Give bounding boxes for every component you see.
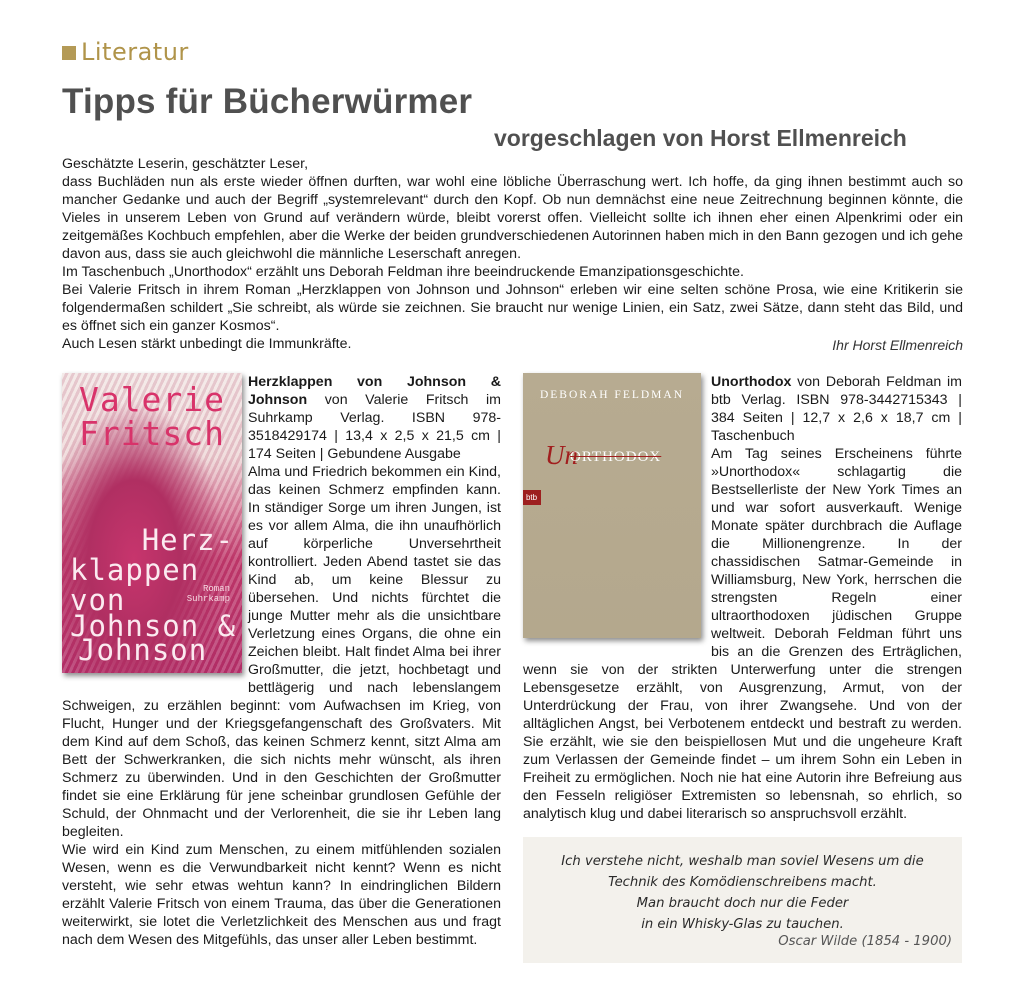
intro-paragraph: Geschätzte Leserin, geschätzter Leser,: [62, 156, 309, 172]
book2-paragraph: Am Tag seines Erscheinens führte »Unorthodox« schlagartig die Bestsellerliste der New York Times an und war sofort ausverkauft. Wenige Monate später durchbrach die Auflage die Millionengrenze. In der chassidischen Satmar-Gemeinde in Williamsburg, New York, herrschen die strengsten Regeln einer ultraorthodoxen jüdischen Gruppe weltweit. Deborah Feldman führt uns bis an die Grenzen des Erträglichen, wenn sie von der strikten Unterwerfung unter die strengen Lebensgesetze erzählt, von Ausgrenzung, Armut, von der Unterdrückung der Frau, von ihrer Zwangsehe. Und von der alltäglichen Angst, bei Verbotenem entdeckt und bestraft zu werden. Sie erzählt, wie sie den beispiellosen Mut und die ungeheure Kraft zum Verlassen der Gemeinde findet – um ihrem Sohn ein Leben in Freiheit zu ermöglichen. Noch nie hat eine Autorin ihre Befreiung aus den Fesseln religiöser Extremisten so lebensnah, so ehrlich, so analytisch klug und dabei literarisch so anspruchsvoll erzählt.: [523, 446, 962, 822]
quote-box: [523, 837, 962, 963]
book1-title: Herzklappen von Johnson & Johnson: [248, 374, 501, 408]
intro-paragraph: Bei Valerie Fritsch in ihrem Roman „Herzklappen von Johnson und Johnson“ erleben wir eine selten schöne Prosa, wie eine Kritikerin sie folgendermaßen schildert „Sie schreibt, als würde sie zeichnen. Sie braucht nur wenige Linien, ein Satz, zwei Sätze, dann steht das Bild, und es öffnet sich ein ganzer Kosmos“.: [62, 282, 963, 334]
book2-details: von Deborah Feldman im btb Verlag. ISBN 978-3442715343 | 384 Seiten | 12,7 x 2,6 x 18,7 cm | Taschenbuch: [711, 374, 962, 444]
section-label: Literatur: [81, 38, 189, 66]
book1-cover-title-line: klappen: [70, 553, 200, 587]
book1-cover-title-line: von: [70, 583, 126, 617]
book2-title: Unorthodox: [711, 374, 792, 390]
section-header: [62, 38, 189, 66]
book1-paragraph: Wie wird ein Kind zum Menschen, zu einem mitfühlenden sozialen Wesen, wenn es die Verwundbarkeit nicht kennt? Wenn es nicht versteht, wie sehr etwas wehtun kann? In eindringlichen Bildern erzählt Valerie Fritsch von einem Trauma, das über die Generationen weiterwirkt, sie lotet die Verletzlichkeit des Menschen aus und fragt nach dem Wesen des Mitgefühls, das unser aller Leben bestimmt.: [62, 842, 501, 948]
book2-cover-title-rest: ORTHODOX: [570, 449, 662, 465]
quote-text: [523, 851, 962, 935]
book2-cover-publisher-logo: btb: [523, 490, 541, 505]
book1-cover-genre: Roman: [202, 584, 230, 594]
book2-cover-author: DEBORAH FELDMAN: [539, 389, 685, 401]
book1-cover-author-first: Valerie: [78, 380, 226, 419]
book1-cover-title-line: Herz-: [141, 523, 234, 557]
intro-paragraph: Auch Lesen stärkt unbedingt die Immunkräfte.: [62, 336, 352, 352]
book1-cover-imprint: [187, 584, 230, 604]
book2-cover-title-prefix: Un: [545, 440, 578, 470]
book1-cover-publisher: Suhrkamp: [186, 594, 230, 604]
signature: Ihr Horst Ellmenreich: [832, 337, 963, 353]
book1-cover: [62, 373, 242, 673]
book1-details: von Valerie Fritsch im Suhrkamp Verlag. ISBN 978-3518429174 | 13,4 x 2,5 x 21,5 cm | 174 Seiten | Gebundene Ausgabe: [248, 392, 501, 462]
quote-line: in ein Whisky-Glas zu tauchen.: [641, 917, 844, 932]
quote-line: Ich verstehe nicht, weshalb man soviel Wesens um die: [561, 854, 924, 869]
quote-line: Man braucht doch nur die Feder: [636, 896, 849, 911]
intro-paragraph: dass Buchläden nun als erste wieder öffnen durften, war wohl eine löbliche Überraschung wert. Ich hoffe, da ging ihnen bestimmt auch so mancher Gedanke und auch der Begriff „systemrelevant“ durch den Kopf. Ob nun demnächst eine neue Zeitrechnung beginnen könnte, die Vieles in unserem Leben von Grund auf verändern würde, bleibt vorerst offen. Vielleicht sollte ich ihnen eher einen Alpenkrimi oder ein zeitgemäßes Kochbuch empfehlen, aber die Werke der beiden grundverschiedenen Autorinnen haben mich in den Bann gezogen und ich gehe davon aus, dass sie auch gleichwohl die männliche Leserschaft anregen.: [62, 174, 963, 262]
book1-cover-author-last: Fritsch: [78, 414, 226, 453]
section-marker-icon: [62, 46, 76, 60]
book1-cover-title-line: Johnson: [78, 633, 208, 667]
intro-text: [62, 155, 963, 353]
intro-paragraph: Im Taschenbuch „Unorthodox“ erzählt uns Deborah Feldman ihre beeindruckende Emanzipationsgeschichte.: [62, 264, 744, 280]
quote-author: Oscar Wilde (1854 - 1900): [778, 934, 952, 949]
page-title: Tipps für Bücherwürmer: [62, 82, 473, 121]
quote-line: Technik des Komödienschreibens macht.: [608, 875, 877, 890]
page-subtitle: vorgeschlagen von Horst Ellmenreich: [494, 125, 907, 151]
book1-cover-title-line: Johnson &: [70, 609, 237, 643]
book2-cover: [523, 373, 701, 638]
book1-paragraph: Alma und Friedrich bekommen ein Kind, das keinen Schmerz empfinden kann. In ständiger Sorge um ihren Jungen, ist es vor allem Alma, die ihn unaufhörlich auf körperliche Unversehrtheit kontrolliert. Jeden Abend tastet sie das Kind ab, um keine Blessur zu übersehen. Und nichts fürchtet die junge Mutter mehr als die unsichtbare Verletzung eines Organs, die ohne ein Zeichen bleibt. Halt findet Alma bei ihrer Großmutter, die jetzt, hochbetagt und bettlägerig und nach lebenslangem Schweigen, zu erzählen beginnt: vom Aufwachsen im Krieg, von Flucht, Hunger und der Kriegsgefangenschaft des Großvaters. Mit dem Kind auf dem Schoß, das keinen Schmerz kennt, sitzt Alma am Bett der Schwerkranken, die sich nichts mehr wünscht, als ihren Schmerz zu überwinden. Und in den Geschichten der Großmutter findet sie eine Erklärung für jene scheinbar grundlosen Gefühle der Schuld, der Ohnmacht und der Verlorenheit, die sie ihr Leben lang begleiten.: [62, 464, 501, 840]
